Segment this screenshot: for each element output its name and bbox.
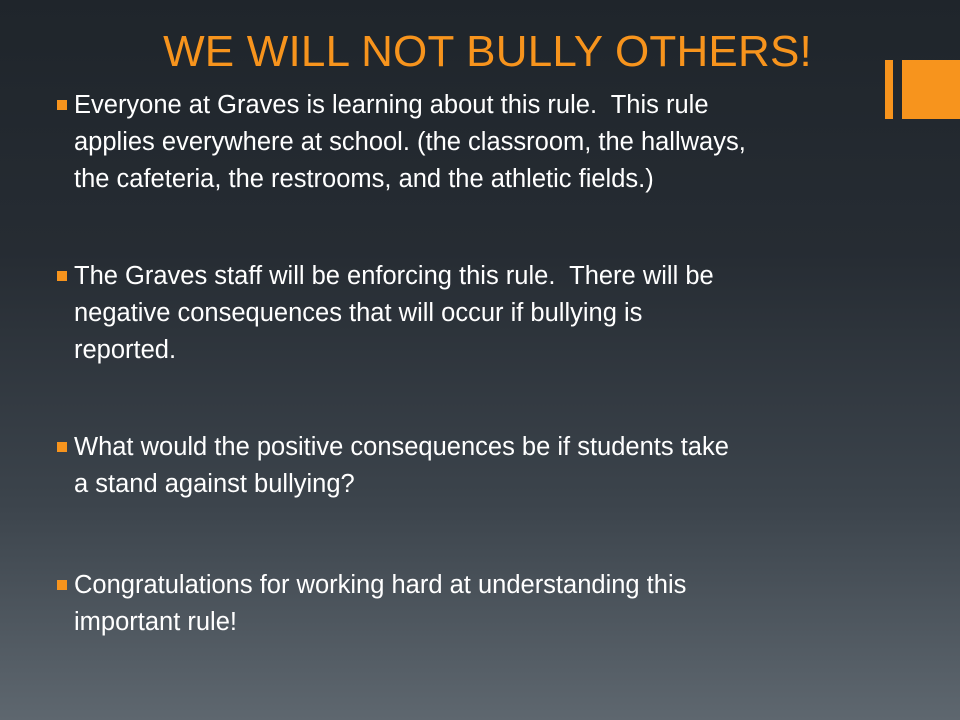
slide-title: WE WILL NOT BULLY OTHERS! xyxy=(163,27,812,76)
bullet-list xyxy=(54,87,924,641)
bullet-line: important rule! xyxy=(74,608,237,636)
bullet-item-congratulations xyxy=(54,567,924,641)
bullet-line: Everyone at Graves is learning about this rule. This rule xyxy=(74,91,709,119)
bullet-item-positive-consequences xyxy=(54,429,924,503)
bullet-line: What would the positive consequences be if students take xyxy=(74,433,729,461)
bullet-line: reported. xyxy=(74,336,177,364)
bullet-item-staff-enforcing xyxy=(54,258,924,369)
square-bullet-icon xyxy=(57,271,67,281)
bullet-line: Congratulations for working hard at understanding this xyxy=(74,571,687,599)
square-bullet-icon xyxy=(57,580,67,590)
bullet-item-everyone-learning xyxy=(54,87,924,198)
bullet-line: a stand against bullying? xyxy=(74,470,355,498)
square-bullet-icon xyxy=(57,442,67,452)
bullet-line: negative consequences that will occur if bullying is xyxy=(74,299,643,327)
bullet-line: the cafeteria, the restrooms, and the athletic fields.) xyxy=(74,165,654,193)
square-bullet-icon xyxy=(57,100,67,110)
bullet-line: applies everywhere at school. (the classroom, the hallways, xyxy=(74,128,746,156)
bullet-line: The Graves staff will be enforcing this rule. There will be xyxy=(74,262,714,290)
